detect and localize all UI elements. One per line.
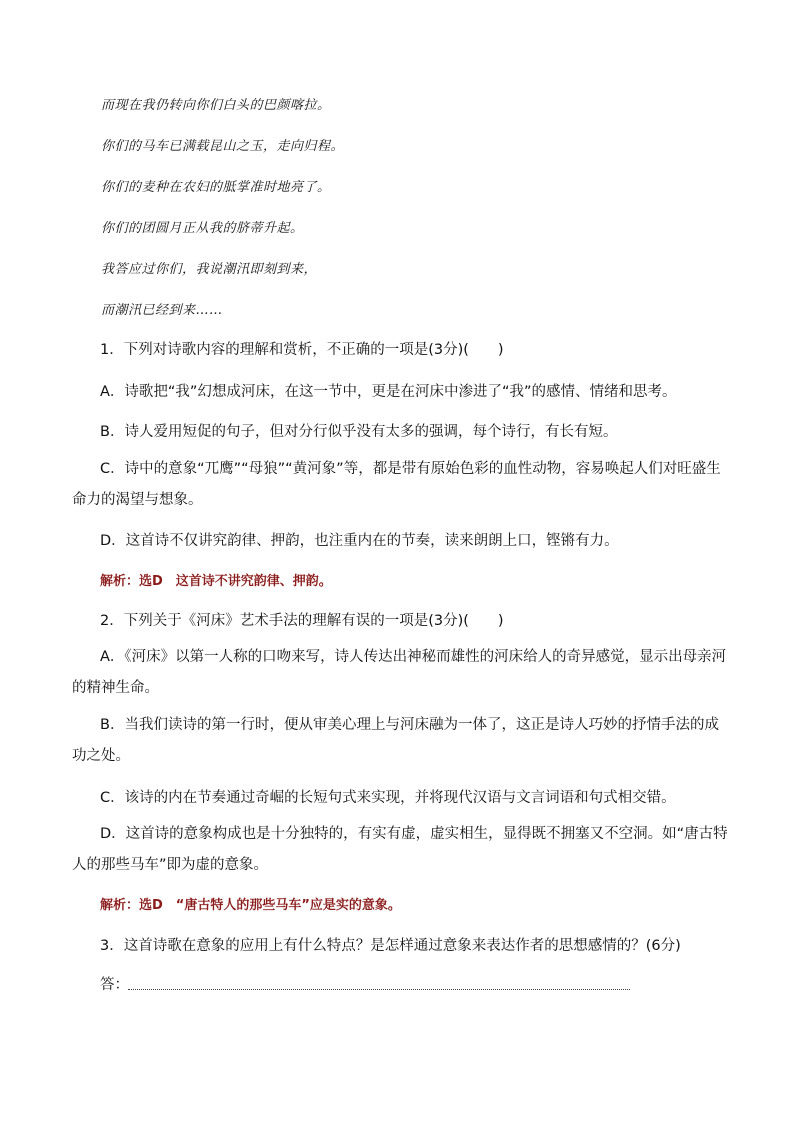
question-2-option-a: A．《河床》以第一人称的口吻来写，诗人传达出神秘而雄性的河床给人的奇异感觉，显示出母亲河的精神生命。 — [72, 649, 727, 696]
question-3-stem: 3．这首诗歌在意象的应用上有什么特点？是怎样通过意象来表达作者的思想感情的？(6分) — [100, 938, 681, 954]
question-2-stem: 2．下列关于《河床》艺术手法的理解有误的一项是(3分)( ) — [100, 613, 504, 629]
question-1-option-d: D．这首诗不仅讲究韵律、押韵，也注重内在的节奏，读来朗朗上口，铿锵有力。 — [100, 533, 619, 549]
poem-line: 你们的麦种在农妇的胝掌准时地亮了。 — [101, 180, 331, 195]
poem-line: 我答应过你们，我说潮汛即刻到来， — [101, 262, 318, 277]
question-1-stem: 1．下列对诗歌内容的理解和赏析，不正确的一项是(3分)( ) — [100, 342, 504, 358]
poem-line: 而潮汛已经到来…… — [101, 303, 223, 318]
question-2-option-b: B．当我们读诗的第一行时，便从审美心理上与河床融为一体了，这正是诗人巧妙的抒情手法的成功之处。 — [72, 717, 719, 764]
answer-blank-line[interactable] — [128, 989, 630, 990]
question-2-analysis: 解析：选D “唐古特人的那些马车”应是实的意象。 — [100, 898, 401, 913]
question-2-option-c: C．该诗的内在节奏通过奇崛的长短句式来实现，并将现代汉语与文言词语和句式相交错。 — [100, 790, 676, 806]
question-1-analysis: 解析：选D 这首诗不讲究韵律、押韵。 — [100, 574, 332, 589]
poem-line: 你们的马车已满载昆山之玉，走向归程。 — [101, 139, 345, 154]
question-1-option-a: A．诗歌把“我”幻想成河床，在这一节中，更是在河床中渗进了“我”的感情、情绪和思考。 — [100, 384, 677, 400]
question-3-answer-area[interactable] — [100, 973, 640, 995]
poem-line: 而现在我仍转向你们白头的巴颜喀拉。 — [101, 98, 331, 113]
question-2-option-d: D．这首诗的意象构成也是十分独特的，有实有虚，虚实相生，显得既不拥塞又不空洞。如“唐古特人的那些马车”即为虚的意象。 — [72, 826, 728, 873]
question-1-option-b: B．诗人爱用短促的句子，但对分行似乎没有太多的强调，每个诗行，有长有短。 — [100, 424, 618, 440]
question-1-option-c: C．诗中的意象“兀鹰”“母狼”“黄河象”等，都是带有原始色彩的血性动物，容易唤起人们对旺盛生命力的渴望与想象。 — [72, 461, 721, 508]
poem-line: 你们的团圆月正从我的脐蒂升起。 — [101, 221, 304, 236]
answer-label: 答： — [100, 977, 129, 993]
